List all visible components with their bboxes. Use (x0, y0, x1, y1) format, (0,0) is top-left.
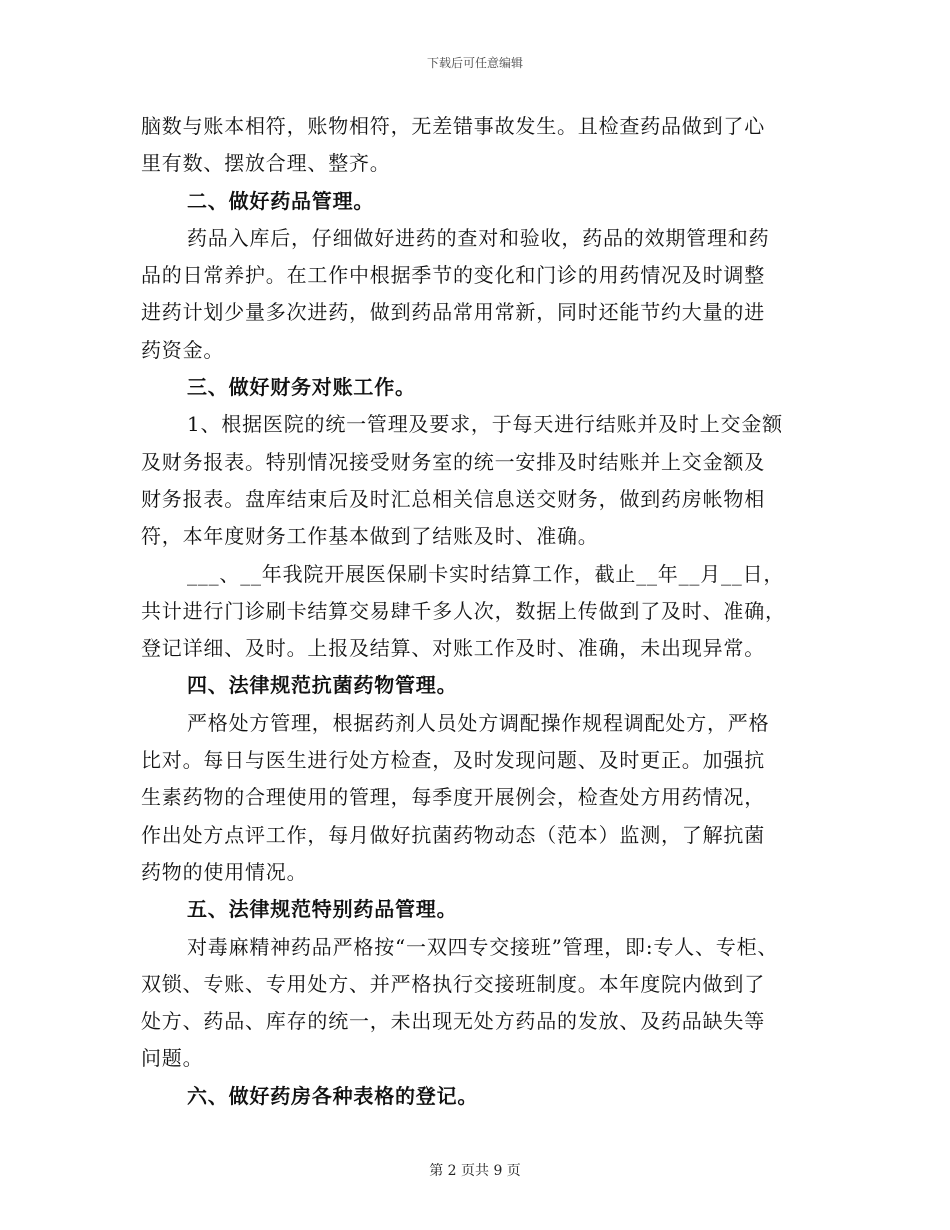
section-heading-5: 五、法律规范特别药品管理。 (187, 897, 458, 922)
paragraph-line: 对毒麻精神药品严格按“一双四专交接班”管理，即:专人、专柜、 (187, 934, 779, 959)
section-heading-4: 四、法律规范抗菌药物管理。 (187, 673, 458, 698)
page-header: 下载后可任意编辑 (426, 56, 523, 70)
paragraph-line: 生素药物的合理使用的管理，每季度开展例会，检查处方用药情况， (141, 785, 765, 810)
body-text (141, 108, 821, 1115)
paragraph-line: 符，本年度财务工作基本做到了结账及时、准确。 (141, 524, 599, 549)
paragraph-line: 进药计划少量多次进药，做到药品常用常新，同时还能节约大量的进 (141, 300, 765, 325)
paragraph-line: 双锁、专账、专用处方、并严格执行交接班制度。本年度院内做到了 (141, 971, 765, 996)
paragraph-line: 品的日常养护。在工作中根据季节的变化和门诊的用药情况及时调整 (141, 263, 765, 288)
section-heading-2: 二、做好药品管理。 (187, 188, 375, 213)
paragraph-line: 作出处方点评工作，每月做好抗菌药物动态（范本）监测，了解抗菌 (141, 822, 765, 847)
paragraph-line: ___、__年我院开展医保刷卡实时结算工作，截止__年__月__日， (187, 561, 785, 586)
paragraph-line: 及财务报表。特别情况接受财务室的统一安排及时结账并上交金额及 (141, 449, 765, 474)
paragraph-line: 问题。 (141, 1046, 204, 1071)
paragraph-line: 药资金。 (141, 337, 225, 362)
section-heading-3: 三、做好财务对账工作。 (187, 375, 416, 400)
paragraph-line: 里有数、摆放合理、整齐。 (141, 151, 391, 176)
paragraph-line: 财务报表。盘库结束后及时汇总相关信息送交财务，做到药房帐物相 (141, 486, 765, 511)
paragraph-line: 共计进行门诊刷卡结算交易肆千多人次，数据上传做到了及时、准确， (141, 598, 786, 623)
paragraph-line: 处方、药品、库存的统一，未出现无处方药品的发放、及药品缺失等 (141, 1009, 765, 1034)
paragraph-line: 严格处方管理，根据药剂人员处方调配操作规程调配处方，严格 (187, 710, 770, 735)
paragraph-line: 登记详细、及时。上报及结算、对账工作及时、准确，未出现异常。 (141, 636, 765, 661)
paragraph-line: 1、根据医院的统一管理及要求，于每天进行结账并及时上交金额 (187, 412, 783, 437)
paragraph-line: 比对。每日与医生进行处方检查，及时发现问题、及时更正。加强抗 (141, 748, 765, 773)
paragraph-line: 药品入库后，仔细做好进药的查对和验收，药品的效期管理和药 (187, 225, 770, 250)
paragraph-line: 药物的使用情况。 (141, 859, 308, 884)
page-footer: 第 2 页共 9 页 (429, 1163, 521, 1179)
paragraph-line: 脑数与账本相符，账物相符，无差错事故发生。且检查药品做到了心 (141, 114, 765, 138)
section-heading-6: 六、做好药房各种表格的登记。 (187, 1083, 479, 1108)
